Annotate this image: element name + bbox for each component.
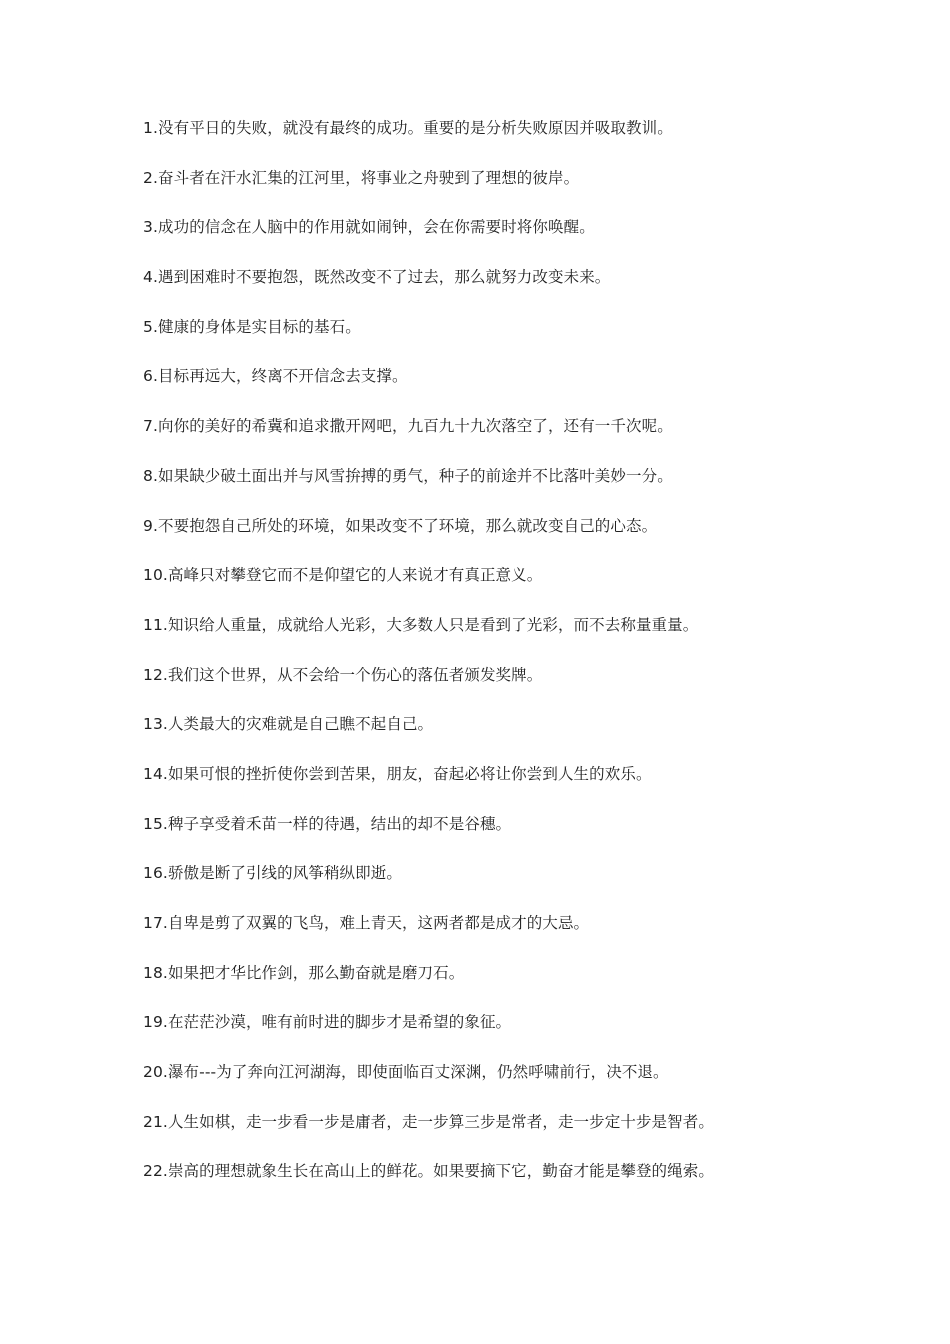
quote-item: 20.瀑布---为了奔向江河湖海，即使面临百丈深渊，仍然呼啸前行，决不退。 bbox=[143, 1063, 669, 1082]
quote-item: 8.如果缺少破土面出并与风雪拚搏的勇气，种子的前途并不比落叶美妙一分。 bbox=[143, 466, 673, 485]
quote-item: 18.如果把才华比作剑，那么勤奋就是磨刀石。 bbox=[143, 963, 465, 982]
quote-item: 4.遇到困难时不要抱怨，既然改变不了过去，那么就努力改变未来。 bbox=[143, 268, 611, 287]
quote-item: 9.不要抱怨自己所处的环境，如果改变不了环境，那么就改变自己的心态。 bbox=[143, 516, 658, 535]
quote-item: 16.骄傲是断了引线的风筝稍纵即逝。 bbox=[143, 864, 402, 883]
quote-item: 11.知识给人重量，成就给人光彩，大多数人只是看到了光彩，而不去称量重量。 bbox=[143, 615, 699, 634]
quote-item: 13.人类最大的灾难就是自己瞧不起自己。 bbox=[143, 715, 434, 734]
quote-item: 12.我们这个世界，从不会给一个伤心的落伍者颁发奖牌。 bbox=[143, 665, 543, 684]
quote-item: 21.人生如棋，走一步看一步是庸者，走一步算三步是常者，走一步定十步是智者。 bbox=[143, 1112, 714, 1131]
quote-item: 6.目标再远大，终离不开信念去支撑。 bbox=[143, 367, 408, 386]
quote-item: 5.健康的身体是实目标的基石。 bbox=[143, 317, 361, 336]
quote-item: 14.如果可恨的挫折使你尝到苦果，朋友，奋起必将让你尝到人生的欢乐。 bbox=[143, 764, 652, 783]
quote-item: 2.奋斗者在汗水汇集的江河里，将事业之舟驶到了理想的彼岸。 bbox=[143, 168, 580, 187]
quote-item: 3.成功的信念在人脑中的作用就如闹钟，会在你需要时将你唤醒。 bbox=[143, 218, 595, 237]
quote-item: 22.崇高的理想就象生长在高山上的鲜花。如果要摘下它，勤奋才能是攀登的绳索。 bbox=[143, 1162, 714, 1181]
quote-item: 10.高峰只对攀登它而不是仰望它的人来说才有真正意义。 bbox=[143, 566, 543, 585]
quote-item: 19.在茫茫沙漠，唯有前时进的脚步才是希望的象征。 bbox=[143, 1013, 512, 1032]
quote-item: 7.向你的美好的希冀和追求撒开网吧，九百九十九次落空了，还有一千次呢。 bbox=[143, 417, 673, 436]
quote-item: 15.稗子享受着禾苗一样的待遇，结出的却不是谷穗。 bbox=[143, 814, 512, 833]
quote-item: 17.自卑是剪了双翼的飞鸟，难上青天，这两者都是成才的大忌。 bbox=[143, 914, 590, 932]
quote-list bbox=[143, 114, 923, 1207]
quote-item: 1.没有平日的失败，就没有最终的成功。重要的是分析失败原因并吸取教训。 bbox=[143, 119, 673, 137]
